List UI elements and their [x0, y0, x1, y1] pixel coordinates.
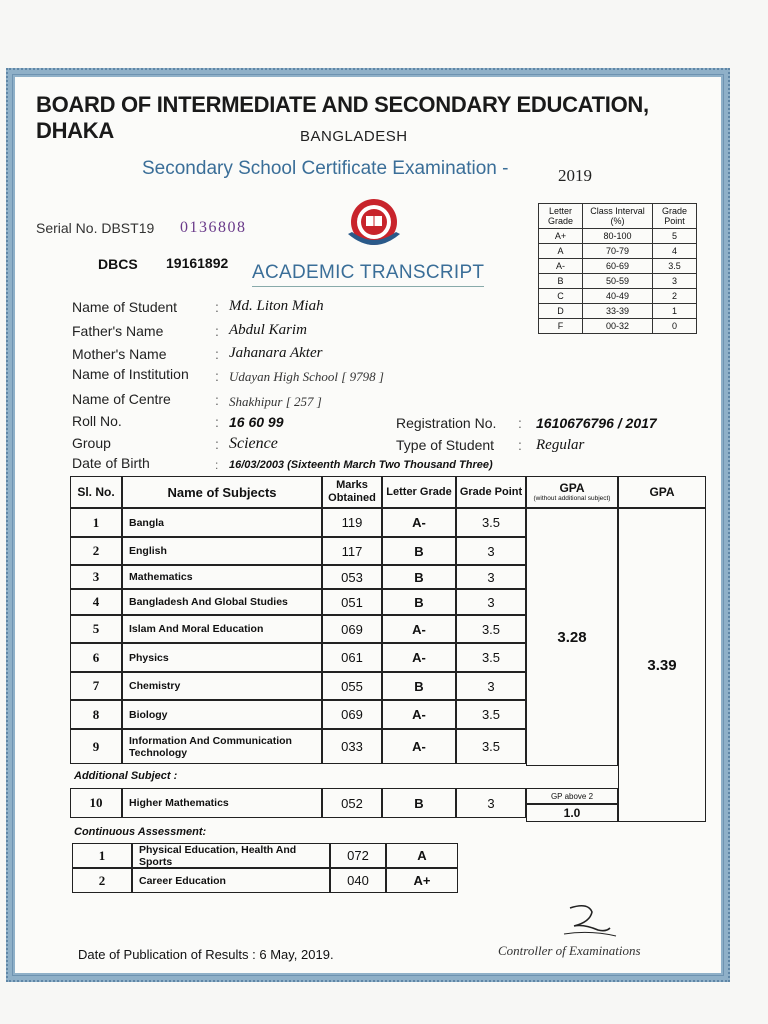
- subject-sl: 3: [70, 565, 122, 589]
- subject-sl: 5: [70, 615, 122, 643]
- dbcs-number: 19161892: [166, 255, 229, 271]
- grade-scale-cell: D: [539, 304, 583, 319]
- colon: :: [215, 392, 219, 408]
- subject-marks: 119: [322, 508, 382, 537]
- ca-sl: 2: [72, 868, 132, 893]
- subject-marks: 069: [322, 615, 382, 643]
- subject-grade-point: 3: [456, 672, 526, 700]
- colon: :: [215, 368, 219, 384]
- date-of-birth: 16/03/2003 (Sixteenth March Two Thousand Three): [229, 459, 493, 471]
- subject-marks: 117: [322, 537, 382, 565]
- subject-letter-grade: B: [382, 537, 456, 565]
- subject-letter-grade: A-: [382, 729, 456, 764]
- header-gpa-without-title: GPA: [559, 480, 585, 495]
- gp-above-value: 1.0: [526, 804, 618, 822]
- colon: :: [518, 415, 522, 431]
- subject-grade-point: 3.5: [456, 643, 526, 672]
- board-seal-icon: [342, 194, 406, 256]
- father-name: Abdul Karim: [229, 322, 307, 338]
- group-label: Group: [72, 435, 111, 451]
- subject-name: Biology: [122, 700, 322, 729]
- grade-scale-cell: 60-69: [583, 259, 653, 274]
- mother-name: Jahanara Akter: [229, 345, 323, 361]
- subject-sl: 7: [70, 672, 122, 700]
- grade-scale-cell: 80-100: [583, 229, 653, 244]
- grade-scale-cell: A: [539, 244, 583, 259]
- father-name-label: Father's Name: [72, 323, 164, 339]
- grade-scale-cell: 0: [653, 319, 697, 334]
- colon: :: [215, 458, 219, 472]
- ca-grade: A+: [386, 868, 458, 893]
- country-name: BANGLADESH: [300, 128, 408, 145]
- grade-scale-cell: 2: [653, 289, 697, 304]
- student-type: Regular: [536, 437, 585, 453]
- subject-marks: 033: [322, 729, 382, 764]
- additional-marks: 052: [322, 788, 382, 818]
- grade-scale-table: [538, 203, 697, 334]
- header-marks: Marks Obtained: [322, 476, 382, 508]
- serial-label: Serial No. DBST19: [36, 220, 155, 236]
- transcript-title: ACADEMIC TRANSCRIPT: [252, 262, 484, 287]
- colon: :: [215, 346, 219, 362]
- centre-name: Shakhipur [ 257 ]: [229, 394, 322, 409]
- subject-name: Islam And Moral Education: [122, 615, 322, 643]
- colon: :: [518, 437, 522, 453]
- subject-letter-grade: B: [382, 565, 456, 589]
- grade-scale-cell: 00-32: [583, 319, 653, 334]
- exam-title: Secondary School Certificate Examination -: [142, 158, 509, 179]
- dbcs-label: DBCS: [98, 256, 138, 272]
- subject-grade-point: 3.5: [456, 508, 526, 537]
- results-table: [70, 476, 706, 824]
- subject-name: Bangla: [122, 508, 322, 537]
- grade-scale-header: Class Interval (%): [583, 204, 653, 229]
- subject-letter-grade: B: [382, 589, 456, 615]
- continuous-assessment-label: Continuous Assessment:: [74, 826, 207, 838]
- subject-letter-grade: A-: [382, 508, 456, 537]
- roll-label: Roll No.: [72, 413, 122, 429]
- serial-number: 0136808: [180, 219, 247, 236]
- subject-sl: 2: [70, 537, 122, 565]
- subject-marks: 055: [322, 672, 382, 700]
- subject-name: Chemistry: [122, 672, 322, 700]
- subject-sl: 9: [70, 729, 122, 764]
- subject-name: Information And Communication Technology: [122, 729, 322, 764]
- subject-marks: 053: [322, 565, 382, 589]
- registration-number: 1610676796 / 2017: [536, 415, 657, 431]
- subject-letter-grade: B: [382, 672, 456, 700]
- grade-scale-cell: A+: [539, 229, 583, 244]
- subject-sl: 4: [70, 589, 122, 615]
- institution-name: Udayan High School [ 9798 ]: [229, 369, 384, 384]
- grade-scale-cell: 3: [653, 274, 697, 289]
- grade-scale-header: Grade Point: [653, 204, 697, 229]
- gp-above-label: GP above 2: [526, 788, 618, 804]
- grade-scale-cell: C: [539, 289, 583, 304]
- ca-sl: 1: [72, 843, 132, 868]
- subject-grade-point: 3.5: [456, 615, 526, 643]
- subject-letter-grade: A-: [382, 700, 456, 729]
- subject-marks: 051: [322, 589, 382, 615]
- subject-grade-point: 3.5: [456, 700, 526, 729]
- grade-scale-cell: 3.5: [653, 259, 697, 274]
- group-value: Science: [229, 435, 278, 452]
- gpa-without-additional: 3.28: [526, 508, 618, 766]
- grade-scale-cell: 1: [653, 304, 697, 319]
- grade-scale-cell: 5: [653, 229, 697, 244]
- additional-sl: 10: [70, 788, 122, 818]
- student-type-label: Type of Student: [396, 437, 495, 453]
- colon: :: [215, 414, 219, 430]
- additional-grade-point: 3: [456, 788, 526, 818]
- grade-scale-cell: A-: [539, 259, 583, 274]
- publication-date: Date of Publication of Results : 6 May, 2019.: [78, 947, 334, 962]
- subject-grade-point: 3: [456, 565, 526, 589]
- centre-label: Name of Centre: [72, 391, 171, 407]
- student-name-label: Name of Student: [72, 299, 178, 315]
- header-gpa: GPA: [618, 476, 706, 508]
- dob-label: Date of Birth: [72, 455, 150, 471]
- mother-name-label: Mother's Name: [72, 346, 167, 362]
- gpa-value: 3.39: [618, 508, 706, 822]
- header-sl: Sl. No.: [70, 476, 122, 508]
- subject-letter-grade: A-: [382, 615, 456, 643]
- subject-letter-grade: A-: [382, 643, 456, 672]
- ca-name: Career Education: [132, 868, 330, 893]
- subject-grade-point: 3.5: [456, 729, 526, 764]
- subject-sl: 6: [70, 643, 122, 672]
- grade-scale-cell: B: [539, 274, 583, 289]
- subject-grade-point: 3: [456, 589, 526, 615]
- student-name: Md. Liton Miah: [229, 298, 324, 314]
- additional-subject-label: Additional Subject :: [74, 770, 178, 782]
- ca-marks: 072: [330, 843, 386, 868]
- subject-sl: 1: [70, 508, 122, 537]
- subject-grade-point: 3: [456, 537, 526, 565]
- grade-scale-cell: 40-49: [583, 289, 653, 304]
- institution-label: Name of Institution: [72, 366, 189, 382]
- header-grade-point: Grade Point: [456, 476, 526, 508]
- header-gpa-note: (without additional subject): [533, 494, 611, 502]
- ca-name: Physical Education, Health And Sports: [132, 843, 330, 868]
- ca-grade: A: [386, 843, 458, 868]
- subject-sl: 8: [70, 700, 122, 729]
- grade-scale-cell: 33-39: [583, 304, 653, 319]
- colon: :: [215, 323, 219, 339]
- exam-year: 2019: [558, 166, 592, 185]
- roll-number: 16 60 99: [229, 414, 284, 430]
- header-letter-grade: Letter Grade: [382, 476, 456, 508]
- colon: :: [215, 299, 219, 315]
- additional-subject-name: Higher Mathematics: [122, 788, 322, 818]
- grade-scale-cell: 4: [653, 244, 697, 259]
- subject-name: Mathematics: [122, 565, 322, 589]
- signature-mark: [560, 900, 620, 940]
- board-title: BOARD OF INTERMEDIATE AND SECONDARY EDUCATION, DHAKA: [36, 92, 649, 143]
- additional-letter-grade: B: [382, 788, 456, 818]
- grade-scale-cell: F: [539, 319, 583, 334]
- subject-marks: 061: [322, 643, 382, 672]
- registration-label: Registration No.: [396, 415, 497, 431]
- subject-name: Physics: [122, 643, 322, 672]
- header-subject: Name of Subjects: [122, 476, 322, 508]
- subject-name: Bangladesh And Global Studies: [122, 589, 322, 615]
- header-gpa-without: [526, 476, 618, 508]
- grade-scale-cell: 50-59: [583, 274, 653, 289]
- subject-name: English: [122, 537, 322, 565]
- ca-marks: 040: [330, 868, 386, 893]
- controller-of-examinations: Controller of Examinations: [498, 943, 641, 958]
- subject-marks: 069: [322, 700, 382, 729]
- grade-scale-header: Letter Grade: [539, 204, 583, 229]
- grade-scale-cell: 70-79: [583, 244, 653, 259]
- colon: :: [215, 436, 219, 452]
